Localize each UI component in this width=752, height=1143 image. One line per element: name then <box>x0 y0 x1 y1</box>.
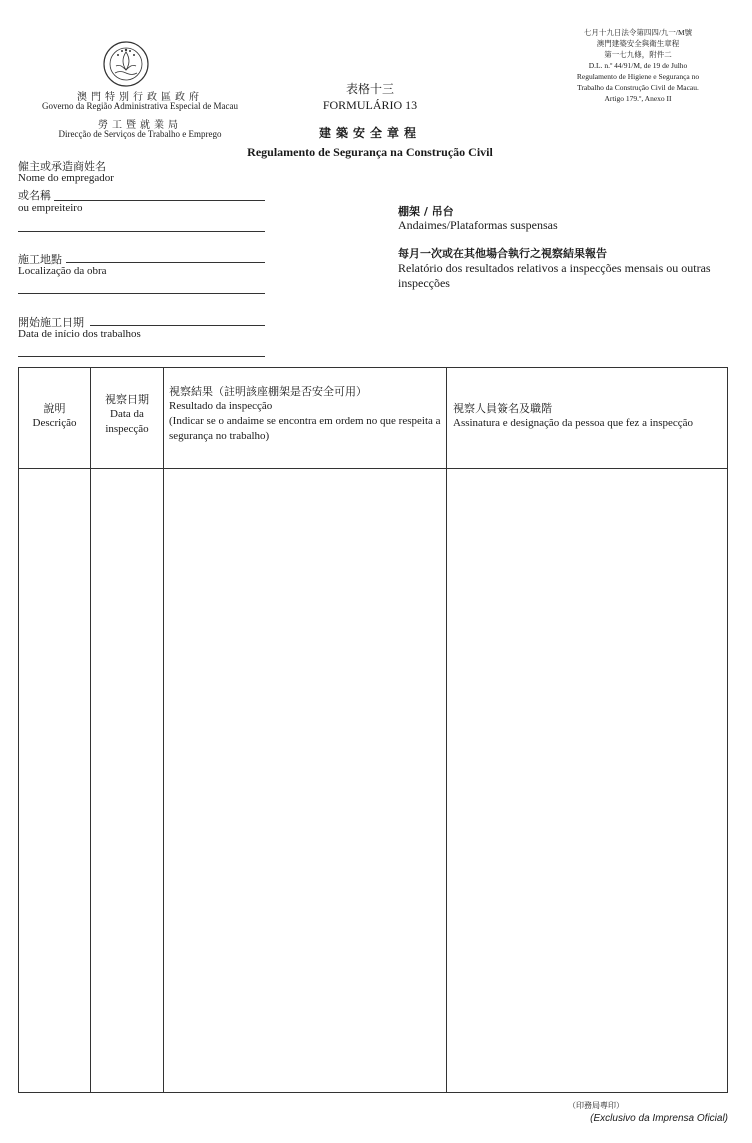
start-date-line-2[interactable] <box>18 356 265 357</box>
employer-label-pt: Nome do empregador <box>18 172 114 184</box>
start-date-label-zh: 開始施工日期 <box>18 316 84 329</box>
department-name-pt: Direcção de Serviços de Trabalho e Emprego <box>58 129 222 139</box>
scaffold-title-zh: 棚架 / 吊台 <box>398 205 454 218</box>
law-line: D.L. n.º 44/91/M, de 19 de Julho <box>588 61 688 70</box>
employer-name-line[interactable] <box>54 200 265 201</box>
inspection-table <box>18 367 728 1093</box>
law-reference <box>548 27 728 104</box>
law-line: Regulamento de Higiene e Segurança no <box>576 72 700 81</box>
scaffold-title-pt: Andaimes/Plataformas suspensas <box>398 218 558 232</box>
col3-note: (Indicar se o andaime se encontra em ordem no que respeita a segurança no trabalho) <box>169 415 441 442</box>
law-line: Trabalho da Construção Civil de Macau. <box>577 83 699 92</box>
location-label-pt: Localização da obra <box>18 265 107 277</box>
col3-label-zh: 視察結果（註明該座棚架是否安全可用） <box>169 385 367 398</box>
location-label-zh: 施工地點 <box>18 253 62 266</box>
law-line: Artigo 179.º, Anexo II <box>604 94 672 103</box>
report-title-zh: 每月一次或在其他場合執行之視察結果報告 <box>398 247 607 260</box>
column-header-date <box>91 392 163 437</box>
employer-or-label-pt: ou empreiteiro <box>18 202 83 214</box>
regulation-title-pt: Regulamento de Segurança na Construção Civil <box>247 145 493 159</box>
location-line[interactable] <box>66 262 265 263</box>
col1-label-zh: 說明 <box>43 402 66 415</box>
department-name-zh: 勞工暨就業局 <box>98 120 182 131</box>
form-number-zh: 表格十三 <box>345 82 394 96</box>
start-date-label-pt: Data de início dos trabalhos <box>18 328 141 340</box>
col3-label-pt: Resultado da inspecção <box>169 400 273 412</box>
signature-cell[interactable] <box>447 469 727 1092</box>
start-date-line[interactable] <box>90 325 265 326</box>
col2-label-zh: 視察日期 <box>105 393 149 406</box>
column-header-signature <box>453 401 715 431</box>
column-header-description <box>19 401 90 431</box>
date-cell[interactable] <box>91 469 163 1092</box>
regulation-title-zh: 建築安全章程 <box>318 126 421 140</box>
employer-name-line-2[interactable] <box>18 231 265 232</box>
employer-or-label-zh: 或名稱 <box>18 189 51 202</box>
macau-emblem-icon <box>102 40 150 88</box>
government-name-pt: Governo da Região Administrativa Especial de Macau <box>42 101 238 111</box>
col4-label-pt: Assinatura e designação da pessoa que fez a inspecção <box>453 417 694 429</box>
law-line: 七月十九日法令第四四/九一/M號 <box>583 28 693 37</box>
result-cell[interactable] <box>164 469 446 1092</box>
column-header-result <box>169 384 441 444</box>
law-line: 澳門建築安全與衛生章程 <box>596 39 680 48</box>
report-title-pt: Relatório dos resultados relativos a inspecções mensais ou outras inspecções <box>398 261 711 290</box>
col4-label-zh: 視察人員簽名及職階 <box>453 402 552 415</box>
form-number-pt: FORMULÁRIO 13 <box>322 98 418 112</box>
law-line: 第一七九條，附件二 <box>604 50 672 59</box>
employer-label-zh: 僱主或承造商姓名 <box>18 160 106 173</box>
description-cell[interactable] <box>19 469 90 1092</box>
location-line-2[interactable] <box>18 293 265 294</box>
footer-note-pt: (Exclusivo da Imprensa Oficial) <box>590 1113 728 1124</box>
footer-note-zh: （印務局專印） <box>568 1101 624 1110</box>
col2-label-pt: Data da inspecção <box>105 408 149 435</box>
government-name-zh: 澳門特別行政區政府 <box>77 92 203 103</box>
col1-label-pt: Descrição <box>32 417 77 429</box>
